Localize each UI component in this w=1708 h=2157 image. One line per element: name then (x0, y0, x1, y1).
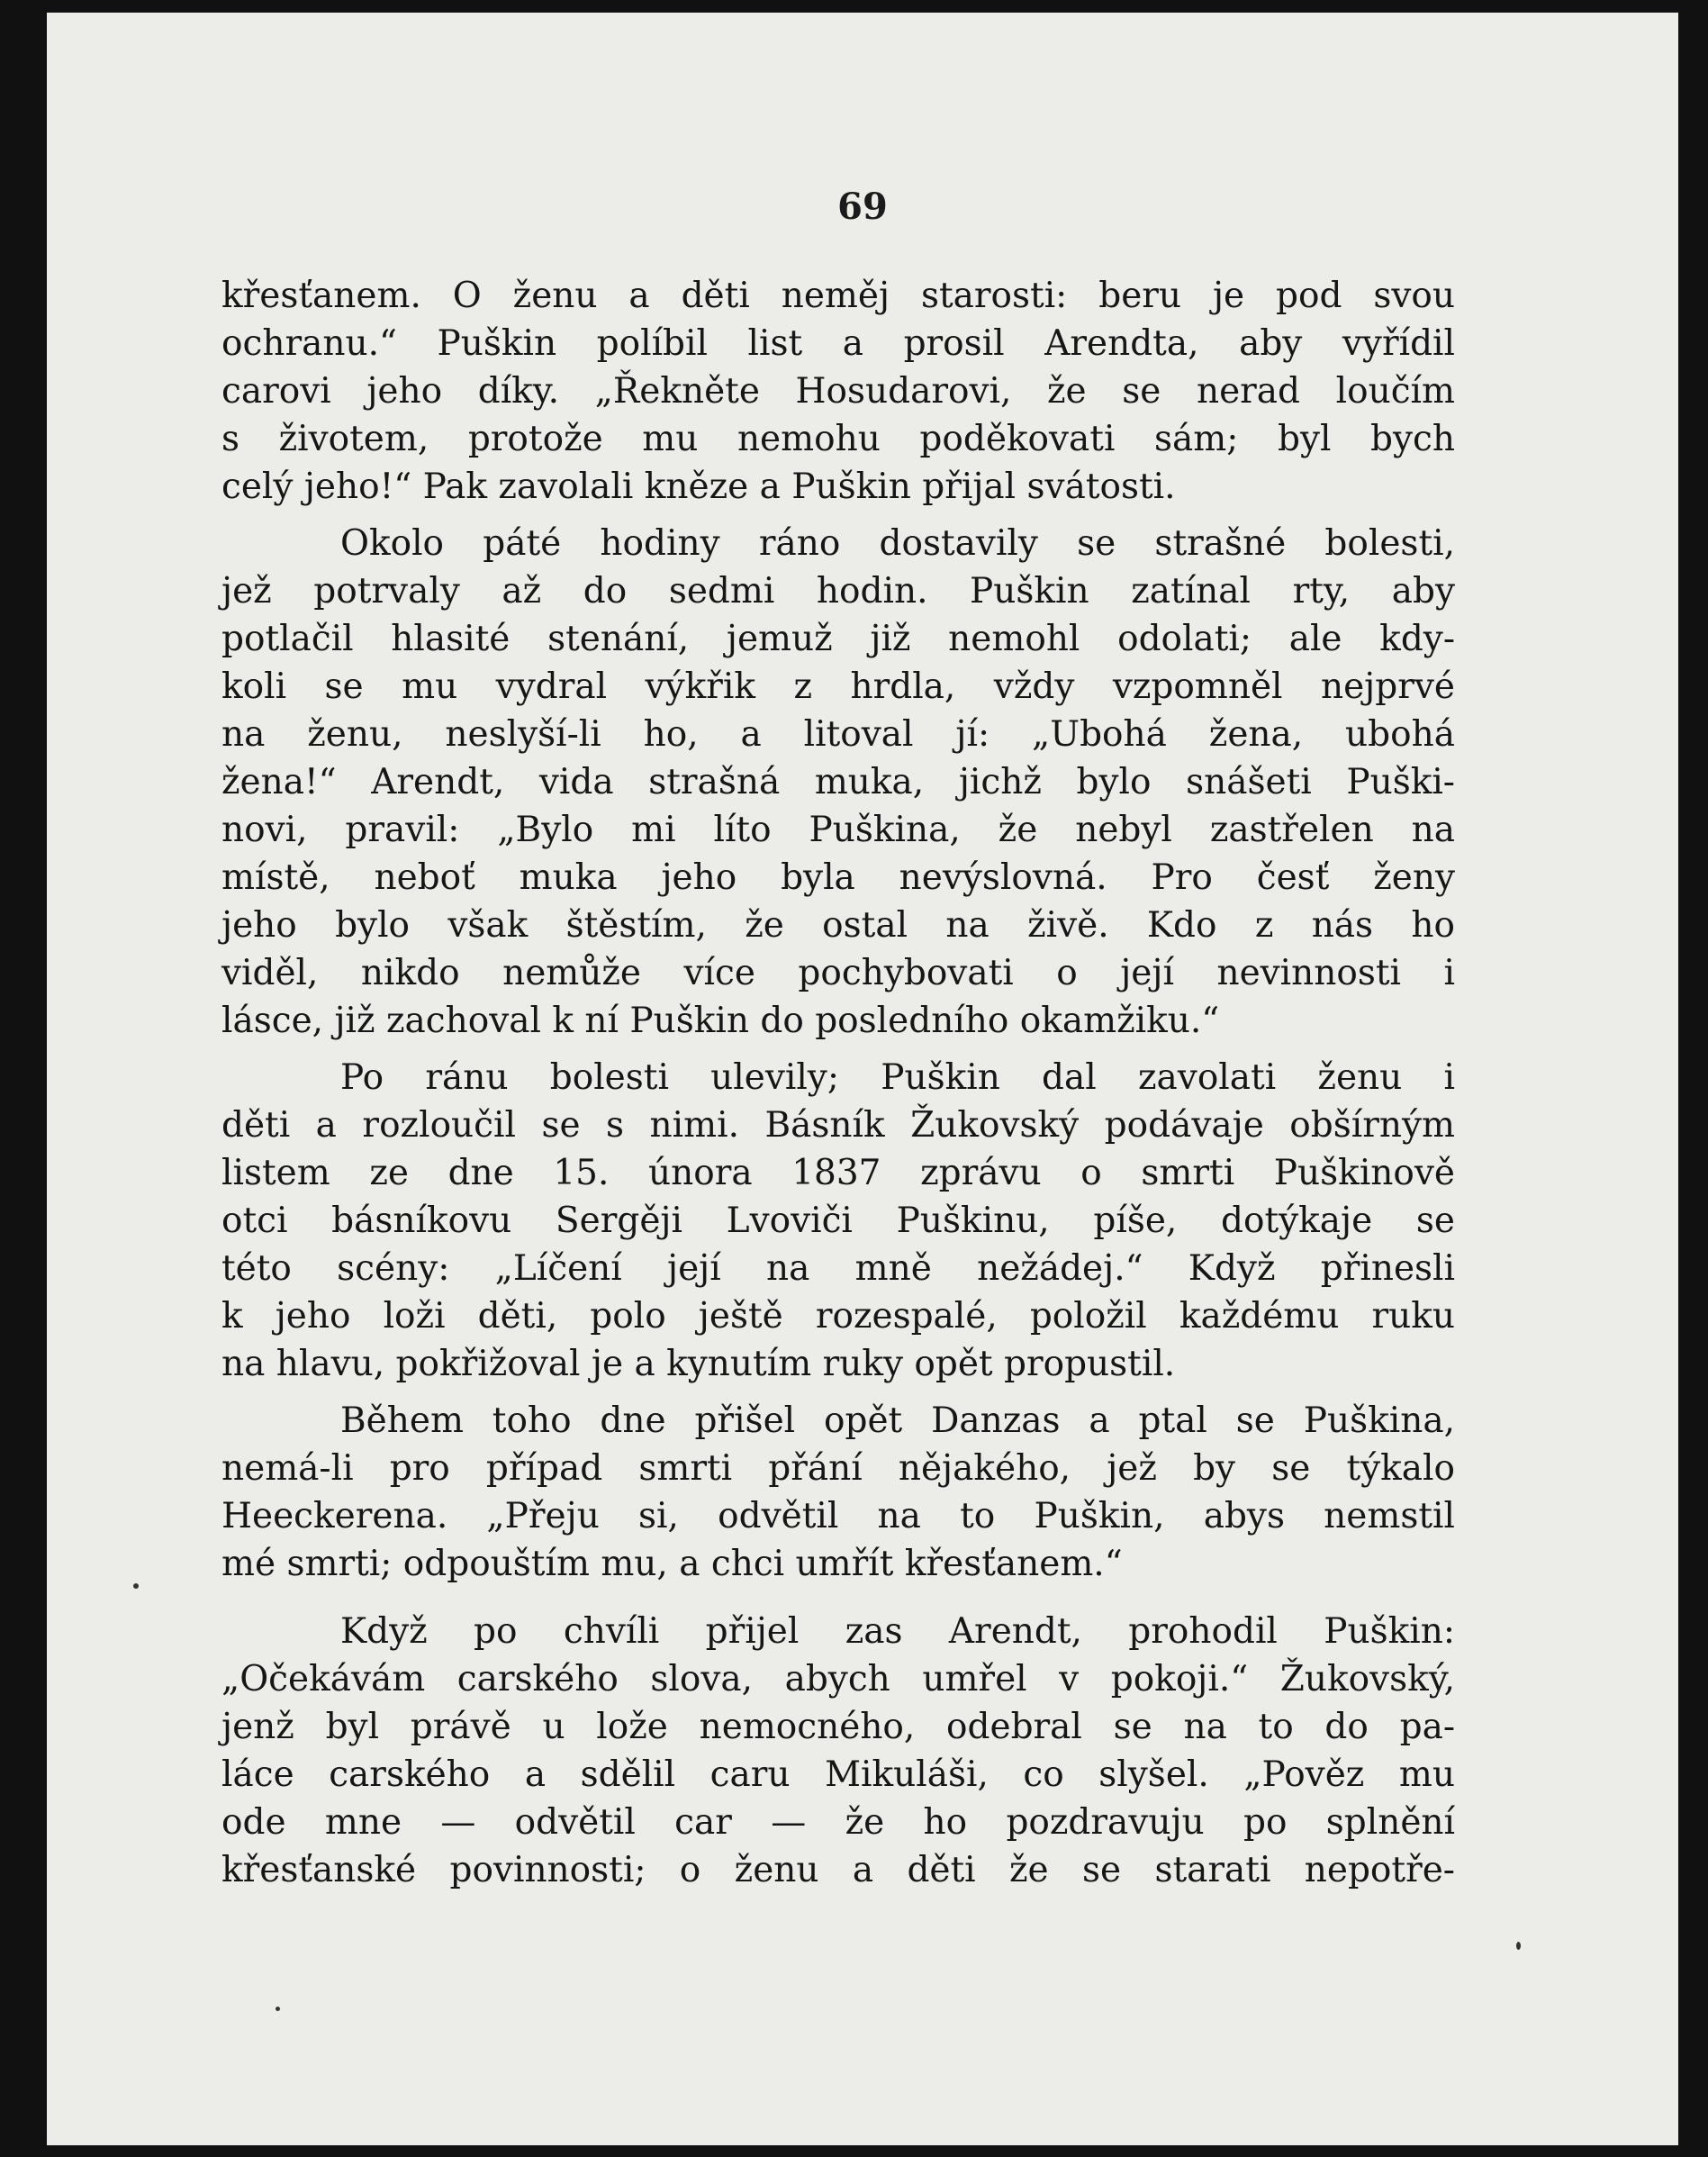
text-line: nemá-li pro případ smrti přání nějakého, jež by se týkalo (221, 1448, 1455, 1489)
text-line: novi, pravil: „Bylo mi líto Puškina, že nebyl zastřelen na (221, 810, 1455, 850)
text-line: místě, neboť muka jeho byla nevýslovná. Pro česť ženy (221, 857, 1455, 898)
text-line: s životem, protože mu nemohu poděkovati sám; byl bych (221, 419, 1455, 459)
paragraph (221, 1054, 1455, 1388)
text-line: jež potrvaly až do sedmi hodin. Puškin zatínal rty, aby (221, 571, 1455, 612)
text-line: na hlavu, pokřižoval je a kynutím ruky opět propustil. (221, 1344, 1176, 1384)
text-line: na ženu, neslyší-li ho, a litoval jí: „Ubohá žena, ubohá (221, 714, 1455, 755)
text-line: mé smrti; odpouštím mu, a chci umřít křesťanem.“ (221, 1544, 1123, 1584)
text-line: křesťanské povinnosti; o ženu a děti že se starati nepotře- (221, 1850, 1455, 1890)
text-line: viděl, nikdo nemůže více pochybovati o její nevinnosti i (221, 953, 1455, 993)
text-line: ode mne — odvětil car — že ho pozdravuju po splnění (221, 1802, 1455, 1843)
text-line: listem ze dne 15. února 1837 zprávu o smrti Puškinově (221, 1153, 1455, 1193)
paragraph (221, 1608, 1455, 1894)
paragraph (221, 520, 1455, 1045)
text-line: Během toho dne přišel opět Danzas a ptal se Puškina, (340, 1400, 1455, 1441)
text-line: Okolo páté hodiny ráno dostavily se strašné bolesti, (340, 523, 1455, 564)
scan-speck (276, 2007, 280, 2011)
text-line: této scény: „Líčení její na mně nežádej.“ Když přinesli (221, 1248, 1455, 1289)
text-line: křesťanem. O ženu a děti neměj starosti: beru je pod svou (221, 276, 1455, 316)
text-line: otci básníkovu Sergěji Lvoviči Puškinu, píše, dotýkaje se (221, 1201, 1455, 1241)
page-number: 69 (837, 186, 888, 228)
text-line: koli se mu vydral výkřik z hrdla, vždy vzpomněl nejprvé (221, 666, 1455, 707)
text-line: děti a rozloučil se s nimi. Básník Žukovský podávaje obšírným (221, 1105, 1455, 1146)
text-line: lásce, již zachoval k ní Puškin do posledního okamžiku.“ (221, 1001, 1220, 1041)
book-page (47, 13, 1678, 2145)
paragraph (221, 272, 1455, 511)
text-line: jeho bylo však štěstím, že ostal na živě. Kdo z nás ho (221, 905, 1455, 946)
body-text (221, 272, 1455, 1894)
scan-speck (133, 1583, 139, 1589)
text-line: k jeho loži děti, polo ještě rozespalé, položil každému ruku (221, 1296, 1455, 1337)
text-line: potlačil hlasité stenání, jemuž již nemohl odolati; ale kdy- (221, 619, 1455, 659)
text-line: celý jeho!“ Pak zavolali kněze a Puškin přijal svátosti. (221, 467, 1176, 507)
scan-speck (1516, 1942, 1521, 1950)
text-line: Když po chvíli přijel zas Arendt, prohodil Puškin: (340, 1611, 1455, 1652)
text-line: láce carského a sdělil caru Mikuláši, co slyšel. „Pověz mu (221, 1754, 1455, 1795)
text-line: jenž byl právě u lože nemocného, odebral se na to do pa- (221, 1707, 1455, 1747)
paragraph (221, 1397, 1455, 1588)
text-line: Heeckerena. „Přeju si, odvětil na to Puškin, abys nemstil (221, 1496, 1455, 1536)
text-line: žena!“ Arendt, vida strašná muka, jichž bylo snášeti Puški- (221, 762, 1455, 802)
text-line: „Očekávám carského slova, abych umřel v pokoji.“ Žukovský, (221, 1659, 1455, 1699)
text-line: carovi jeho díky. „Řekněte Hosudarovi, že se nerad loučím (221, 371, 1455, 412)
text-line: Po ránu bolesti ulevily; Puškin dal zavolati ženu i (340, 1057, 1455, 1098)
text-line: ochranu.“ Puškin políbil list a prosil Arendta, aby vyřídil (221, 323, 1455, 364)
